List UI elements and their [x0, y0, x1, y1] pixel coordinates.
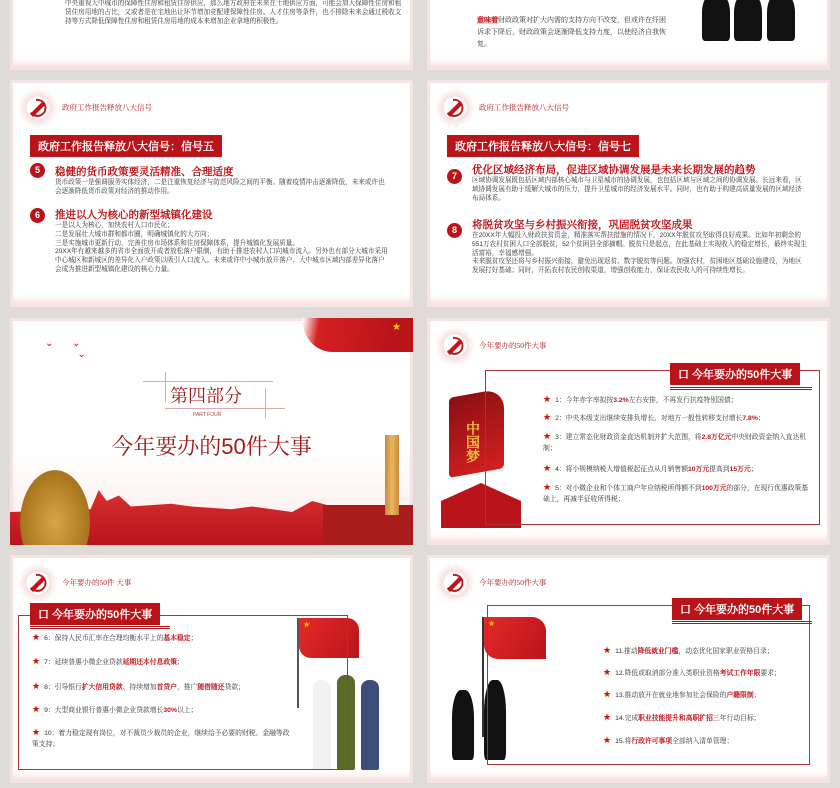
slide-fifty-tasks-3[interactable] [427, 555, 830, 783]
item-number-badge: 7 [447, 169, 462, 184]
party-emblem-icon [435, 563, 475, 603]
item-body-text: 一是以人为核心，加快农村人口市民化； 二是发展壮大城市群和都市圈，明确城镇化的大方向； 三是实施城市更新行动，完善住房市场体系和住房保障体系，提升城镇化发展质量。 20XX年有越来越多的省市全面放开或者放松落户限制，有助于推进农村人口向城市流入。另外也有部分大城市采用中心城区和新城区的差异化入户政策以吸引人口流入。未来或许中小城市放开落户、大中城市区域内部差异化落户会成为推进新型城镇化建设的核心力量。 [55, 222, 388, 273]
slide-signal-five[interactable] [10, 80, 413, 307]
item-body-text: 区域协调发展既包括区域内部核心城市与卫星城市的协调发展，也包括区域与区域之间的协调发展。长远来看，区域协调发展有助于缓解大城市的压力，提升卫星城市的经济发展水平。同时，也有助于构建高质量发展的区域经济布局体系。 [472, 177, 802, 202]
task-text: ； [750, 466, 758, 473]
party-emblem-icon [435, 88, 475, 128]
task-text: 提高到 [709, 466, 730, 473]
slide-header-title: 今年要办的50件大事 [479, 578, 547, 587]
task-text: 5：对小微企业和个体工商户年应纳税所得额不到 [555, 485, 702, 492]
task-text: ； [753, 692, 761, 699]
task-text: 11.推动 [615, 648, 638, 655]
task-text: ； [757, 415, 765, 422]
task-text: 10：着力稳定现有岗位，对不裁员少裁员的企业，继续给予必要的财税、金融等政策支持； [32, 730, 290, 748]
task-item [543, 394, 737, 406]
task-item [603, 735, 733, 747]
task-item [543, 463, 758, 475]
item-title: 将脱贫攻坚与乡村振兴衔接，巩固脱贫攻坚成果 [472, 219, 693, 231]
star-icon: ★ [32, 727, 41, 737]
task-text: ； [190, 635, 198, 642]
item-body-text: 货币政策一是强调服务实体经济，二是注重恢复经济与防范风险之间的平衡。随着疫情冲击逐渐降低，未来或许也会逐渐降低货币政策对经济的推动作用。 [55, 179, 385, 195]
slide-header-title: 今年要办的50件 大事 [62, 578, 132, 587]
tasks-banner: 口 今年要办的50件大事 [670, 363, 800, 385]
party-emblem-icon [435, 326, 475, 366]
party-emblem-icon [18, 563, 58, 603]
task-item [603, 712, 760, 724]
highlight-text: 扩大信用贷款 [81, 684, 123, 691]
task-text: 三年行动目标； [712, 715, 761, 722]
task-text: 要求； [760, 670, 781, 677]
highlight-text: 降低就业门槛 [637, 648, 679, 655]
body-text: 财政政策对扩大内需的支持方向不改变，但或许在纾困诉求下降后，财政政策会逐渐降低支持力度，以使经济自我恢复。 [477, 17, 666, 48]
task-text: 1：今年赤字率拟按 [555, 397, 614, 404]
flag-image: ★ [303, 318, 413, 352]
task-text: 9：大型商业银行普惠小微企业贷款增长 [44, 707, 164, 714]
task-item [32, 704, 197, 716]
task-text: 贷款； [224, 684, 245, 691]
task-text: 7：延续普惠小微企业贷款 [44, 659, 123, 666]
task-text: ，动态优化国家职业资格目录； [678, 648, 774, 655]
star-icon: ★ [603, 645, 612, 655]
highlight-text: 户籍限制 [726, 692, 754, 699]
soldiers-with-flag-image: ★ [295, 610, 405, 775]
task-text: 的部分，在现行优惠政策基础上，再减半征收所得税； [543, 485, 809, 503]
task-text: 中央财政资金纳入直达机制； [543, 434, 807, 452]
section-title: 今年要办的50件大事 [111, 434, 312, 459]
item-number-badge: 5 [30, 163, 45, 178]
item-title: 稳健的货币政策要灵活精准、合理适度 [55, 166, 234, 178]
banner-underline [30, 626, 170, 629]
star-icon: ★ [543, 463, 552, 473]
task-item [603, 667, 781, 679]
star-icon: ★ [603, 667, 612, 677]
section-number: 第四部分 [170, 386, 242, 406]
highlight-text: 15万元 [729, 466, 751, 473]
signal-banner: 政府工作报告释放八大信号：信号七 [447, 135, 639, 157]
statue-image [20, 470, 90, 545]
flag-text: 中国梦 [465, 421, 481, 463]
highlight-text: 延期还本付息政策 [122, 659, 177, 666]
star-icon: ★ [543, 431, 552, 441]
highlight-text: 意味着 [477, 17, 498, 24]
slide-header-title: 政府工作报告释放八大信号 [62, 103, 152, 112]
item-title: 优化区域经济布局，促进区域协调发展是未来长期发展的趋势 [472, 164, 756, 176]
tasks-banner: 口 今年要办的50件大事 [30, 603, 160, 625]
signal-banner: 政府工作报告释放八大信号：信号五 [30, 135, 222, 157]
task-item [32, 681, 245, 693]
star-icon: ★ [32, 681, 41, 691]
task-item [543, 482, 813, 505]
star-icon: ★ [32, 632, 41, 642]
task-text: 3：建立常态化财政资金直达机制并扩大范围，将 [555, 434, 702, 441]
highlight-text: 100万元 [701, 485, 727, 492]
star-icon: ★ [543, 482, 552, 492]
item-number-badge: 6 [30, 208, 45, 223]
highlight-text: 2.8万亿元 [701, 434, 732, 441]
star-icon: ★ [603, 689, 612, 699]
slide-header-title: 今年要办的50件大事 [479, 341, 547, 350]
slide-body-text: 中央重视大中城市的保障性住房和租赁住房供应，那么地方政府在未来在土地供应方面，可能会加大保障性住房和租赁住房用地的占比，又或者是在宅地出让环节增加竞配建保障性住房、人才住房等条件，也不排除未来会通过税收支持等方式降低保障性住房和租赁住房用地的成本来增加企业拿地的积极性。 [65, 0, 402, 25]
task-text: 全部纳入清单管理； [672, 738, 734, 745]
task-item [543, 412, 765, 424]
item-number-badge: 8 [447, 223, 462, 238]
party-emblem-icon [18, 88, 58, 128]
highlight-text: 职业技能提升和高职扩招 [638, 715, 713, 722]
highlight-text: 随借随还 [197, 684, 225, 691]
slide-fiscal-partial[interactable] [427, 0, 830, 70]
tasks-banner: 口 今年要办的50件大事 [672, 598, 802, 620]
slide-fifty-tasks-2[interactable] [10, 555, 413, 783]
task-text: 13.推动放开在就业地参加社会保险的 [615, 692, 727, 699]
task-text: 左右安排，不再发行抗疫特别国债； [628, 397, 738, 404]
task-text: 2：中央本级支出继续安排负增长，对地方一般性转移支付增长 [555, 415, 743, 422]
item-title: 推进以人为核心的新型城镇化建设 [55, 209, 213, 221]
task-text: 、持续增加 [122, 684, 157, 691]
task-item [543, 431, 813, 454]
highlight-text: 3.2% [613, 397, 629, 404]
star-icon: ★ [32, 704, 41, 714]
tiananmen-image [323, 505, 413, 545]
highlight-text: 10万元 [688, 466, 710, 473]
slide-part-four-title[interactable] [10, 318, 413, 545]
task-item [32, 656, 184, 668]
highlight-text: 基本稳定 [163, 635, 191, 642]
birds-icon: ⌄ ⌄ ⌄ [45, 338, 94, 360]
slide-housing-partial[interactable] [10, 0, 413, 70]
star-icon: ★ [543, 412, 552, 422]
highlight-text: 首贷户 [156, 684, 177, 691]
huabiao-pillar-image [385, 435, 399, 515]
task-text: ，推广 [177, 684, 198, 691]
task-text: 6：保持人民币汇率在合理均衡水平上的 [44, 635, 164, 642]
section-subtitle: PART FOUR [193, 412, 222, 418]
flag-climbers-image: ★ [442, 615, 552, 775]
highlight-text: 考试工作年限 [719, 670, 761, 677]
task-text: 12.降低或取消部分准入类职业资格 [615, 670, 720, 677]
star-icon: ★ [603, 712, 612, 722]
task-text: 以上； [177, 707, 198, 714]
highlight-text: 7.8% [742, 415, 758, 422]
task-text: 4：将小规模纳税人增值税起征点从月销售额 [555, 466, 688, 473]
task-text: 8：引导银行 [44, 684, 82, 691]
highlight-text: 30% [163, 707, 178, 714]
task-item [32, 727, 292, 750]
star-icon: ★ [32, 656, 41, 666]
task-text: ； [177, 659, 184, 666]
task-item [603, 689, 760, 701]
task-text: 15.将 [615, 738, 632, 745]
item-body-text: 在20XX年大幅投入财政扶贫资金，精准落实帮扶措施的情况下，20XX年脱贫攻坚取得良好成果。比如年初剩余的551万农村贫困人口全部脱贫，52个贫困县全部摘帽。脱贫只是起点，在此基础上实现收入的稳定增长，最终实现生活富裕，幸福感增强。 未来脱贫攻坚还将与乡村振兴衔接，避免出现返贫、数字脱贫等问题。加强农村，贫困地区基础设施建设，为地区发展打好基础；同时，开拓农村农民创收渠道，增强创收能力，保证农民收入的可持续性增长。 [472, 232, 807, 275]
banner-underline [672, 621, 812, 624]
task-text: 14.完成 [615, 715, 639, 722]
slide-signal-seven[interactable] [427, 80, 830, 307]
task-item [32, 632, 197, 644]
slide-header-title: 政府工作报告释放八大信号 [479, 103, 569, 112]
highlight-text: 行政许可事项 [631, 738, 673, 745]
task-item [603, 645, 774, 657]
star-icon: ★ [543, 394, 552, 404]
slide-body-text [477, 15, 672, 51]
slide-fifty-tasks-1[interactable] [427, 318, 830, 545]
star-icon: ★ [603, 735, 612, 745]
banner-underline [670, 387, 812, 390]
